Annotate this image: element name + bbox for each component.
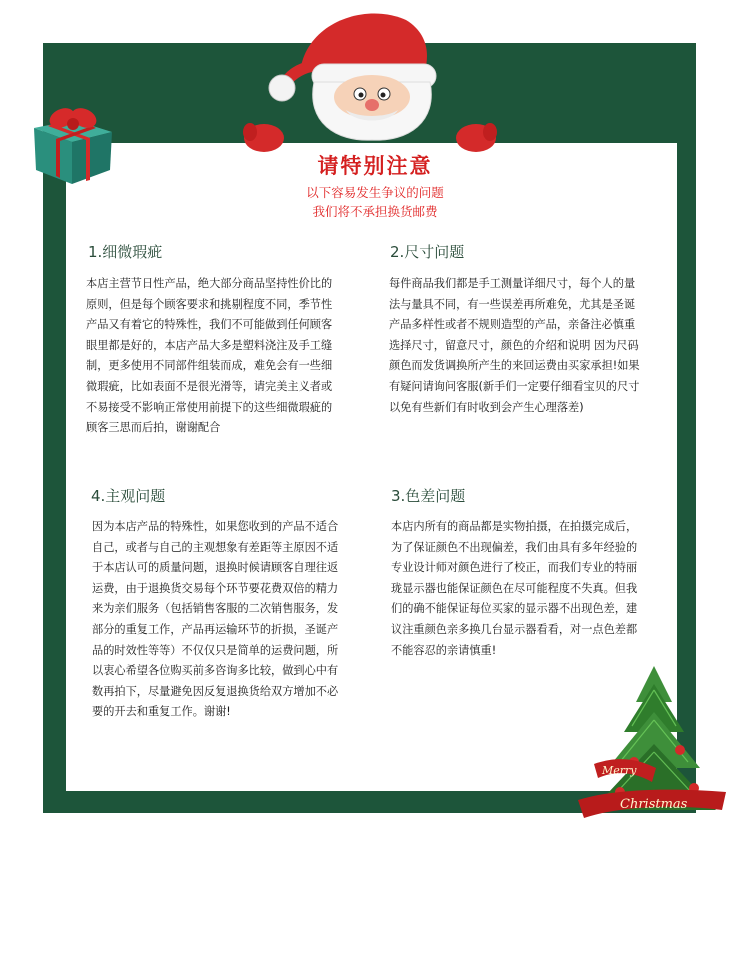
section-line: 为了保证颜色不出现偏差，我们由具有多年经验的 — [391, 540, 638, 554]
section-line: 于本店认可的质量问题，退换时候请顾客自理往返 — [92, 561, 339, 575]
section-line: 制，更多使用不同部件组装而成，难免会有一些细 — [86, 359, 333, 373]
section-line: 以衷心希望各位购买前多咨询多比较，做到心中有 — [92, 664, 339, 678]
section-line: 以免有些新们有时收到会产生心理落差) — [389, 400, 584, 414]
section-body-size — [389, 274, 640, 418]
section-line: 每件商品我们都是手工测量详细尺寸，每个人的量 — [389, 277, 636, 290]
tree-banner-christmas: Christmas — [620, 797, 688, 812]
section-line: 不能容忍的亲请慎重! — [391, 643, 497, 657]
section-line: 产品又有着它的特殊性，我们不可能做到任何顾客 — [86, 318, 333, 332]
section-line: 本店主营节日性产品，绝大部分商品坚持性价比的 — [86, 277, 333, 290]
section-line: 数再拍下，尽量避免因反复退换货给双方增加不必 — [92, 684, 339, 698]
section-heading-color-diff: 3.色差问题 — [391, 487, 466, 505]
section-line: 颜色而发货调换所产生的来回运费由买家承担!如果 — [389, 359, 640, 373]
section-heading-fine-flaws: 1.细微瑕疵 — [88, 243, 163, 261]
section-body-subjective — [92, 517, 338, 723]
section-line: 因为本店产品的特殊性，如果您收到的产品不适合 — [92, 520, 339, 533]
notice-subtitle-1: 以下容易发生争议的问题 — [306, 185, 444, 200]
section-line: 产品多样性或者不规则造型的产品，亲备注必慎重 — [389, 318, 636, 332]
christmas-tree-illustration — [576, 660, 736, 835]
section-line: 议注重颜色亲多换几台显示器看看，对一点色差都 — [391, 622, 638, 636]
section-line: 运费，由于退换货交易每个环节要花费双倍的精力 — [92, 581, 339, 595]
section-line: 不易接受不影响正常使用前提下的这些细微瑕疵的 — [86, 400, 333, 414]
section-line: 顾客三思而后拍，谢谢配合 — [86, 421, 221, 435]
section-body-color-diff — [391, 517, 637, 661]
tree-banner-merry: Merry — [602, 764, 637, 777]
notice-subtitle-2: 我们将不承担换货邮费 — [312, 204, 438, 219]
section-line: 微瑕疵，比如表面不是很光滑等，请完美主义者或 — [86, 379, 333, 393]
section-line: 品的时效性等等）不仅仅只是简单的运费问题，所 — [92, 643, 339, 657]
section-heading-subjective: 4.主观问题 — [91, 487, 166, 505]
notice-title: 请特别注意 — [317, 154, 433, 178]
section-line: 要的开去和重复工作。谢谢! — [92, 705, 231, 719]
section-line: 眼里都是好的，本店产品大多是塑料浇注及手工缝 — [86, 338, 333, 352]
section-line: 来为亲们服务（包括销售客服的二次销售服务，发 — [92, 602, 339, 616]
section-line: 专业设计师对颜色进行了校正，而我们专业的特丽 — [391, 561, 638, 575]
section-heading-size: 2.尺寸问题 — [390, 243, 465, 261]
section-line: 本店内所有的商品都是实物拍摄，在拍摄完成后， — [391, 520, 638, 533]
section-line: 部分的重复工作，产品再运输环节的折损，圣诞产 — [92, 622, 339, 636]
section-line: 原则，但是每个顾客要求和挑剔程度不同，季节性 — [86, 297, 333, 311]
section-line: 自己，或者与自己的主观想象有差距等主原因不适 — [92, 540, 339, 554]
santa-claus-illustration — [236, 2, 506, 154]
section-line: 珑显示器也能保证颜色在尽可能程度不失真。但我 — [391, 581, 638, 595]
section-line: 有疑问请询问客服(新手们一定要仔细看宝贝的尺寸 — [389, 379, 640, 393]
section-line: 法与量具不同，有一些误差再所难免，尤其是圣诞 — [389, 297, 636, 311]
section-line: 们的确不能保证每位买家的显示器不出现色差，建 — [391, 602, 638, 616]
section-body-fine-flaws — [86, 274, 332, 439]
section-line: 选择尺寸，留意尺寸，颜色的介绍和说明 因为尺码 — [389, 338, 639, 352]
